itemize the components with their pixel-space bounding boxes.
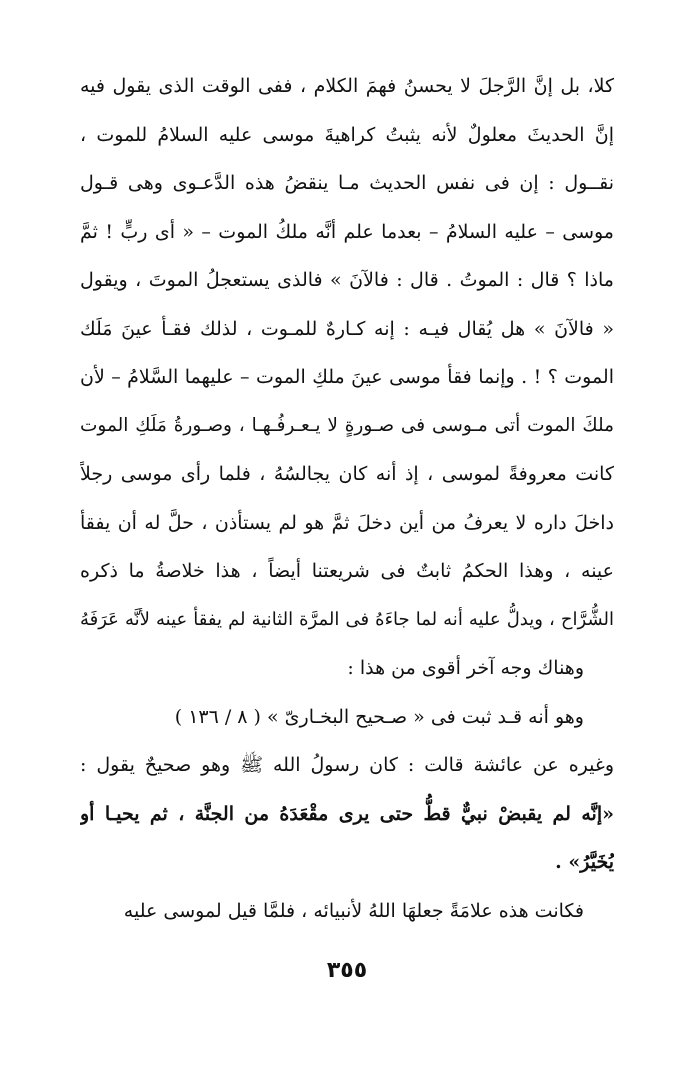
- text-line: فكانت هذه علامَةً جعلهَا اللهُ لأنبيائه ، فلمَّا قيل لموسى عليه: [123, 899, 584, 922]
- text-line: كانت معروفةً لموسى ، إذ أنه كان يجالسُهُ ، فلما رأى موسى رجلاً: [80, 463, 614, 485]
- text-line: الموت ؟ ! . وإنما فقأ موسى عينَ ملكِ الموت – عليهما السَّلامُ – لأن: [80, 366, 614, 388]
- text-line: وغيره عن عائشة قالت : كان رسولُ الله ﷺ وهو صحيحٌ يقول :: [80, 754, 614, 776]
- text-line: « فالآنَ » هل يُقال فيـه : إنه كـارهٌ للمـوت ، لذلك فقـأ عينَ مَلَك: [80, 317, 614, 340]
- hadith-quote-line: «إنَّه لم يقبضْ نبيٌّ قطُّ حتى يرى مقْعَدَهُ من الجنَّة ، ثم يحيـا أو: [80, 802, 614, 825]
- text-line: كلا، بل إنَّ الرَّجلَ لا يحسنُ فهمَ الكلام ، ففى الوقت الذى يقول فيه: [80, 75, 614, 97]
- text-line: داخلَ داره لا يعرفُ من أين دخلَ ثمَّ هو لم يستأذن ، حلَّ له أن يفقأ: [80, 511, 614, 534]
- text-line: الشُّرَّاح ، ويدلُّ عليه أنه لما جاءَهُ فى المرَّة الثانية لم يفقأ عينه لأنَّه عَرَفَهُ: [80, 608, 614, 630]
- text-line: موسى – عليه السلامُ – بعدما علم أنَّه ملكُ الموت – « أى ربٍّ ! ثمَّ: [80, 220, 614, 243]
- text-line: نقــول : إن فى نفس الحديث مـا ينقضُ هذه الدَّعـوى وهى قـول: [80, 172, 614, 194]
- page-number: ٣٥٥: [326, 958, 368, 983]
- text-line: وهو أنه قـد ثبت فى « صـحيح البخـارىّ » ( ٨ / ١٣٦ ): [174, 705, 584, 728]
- text-line: ماذا ؟ قال : الموتُ . قال : فالآنَ » فالذى يستعجلُ الموتَ ، ويقول: [80, 269, 614, 291]
- section-intro-line: وهناك وجه آخر أقوى من هذا :: [347, 657, 584, 679]
- text-line: إنَّ الحديثَ معلولٌ لأنه يثبتُ كراهيةَ موسى عليه السلامُ للموت ،: [80, 123, 614, 146]
- body-text: [80, 62, 614, 935]
- text-line: ملكَ الموت أتى مـوسى فى صـورةٍ لا يـعـرفُـهـا ، وصـورةُ مَلَكِ الموت: [80, 414, 614, 436]
- hadith-quote-line: يُخَيَّرُ» .: [555, 851, 614, 873]
- text-line: عينه ، وهذا الحكمُ ثابتٌ فى شريعتنا أيضاً ، هذا خلاصةُ ما ذكره: [80, 560, 614, 582]
